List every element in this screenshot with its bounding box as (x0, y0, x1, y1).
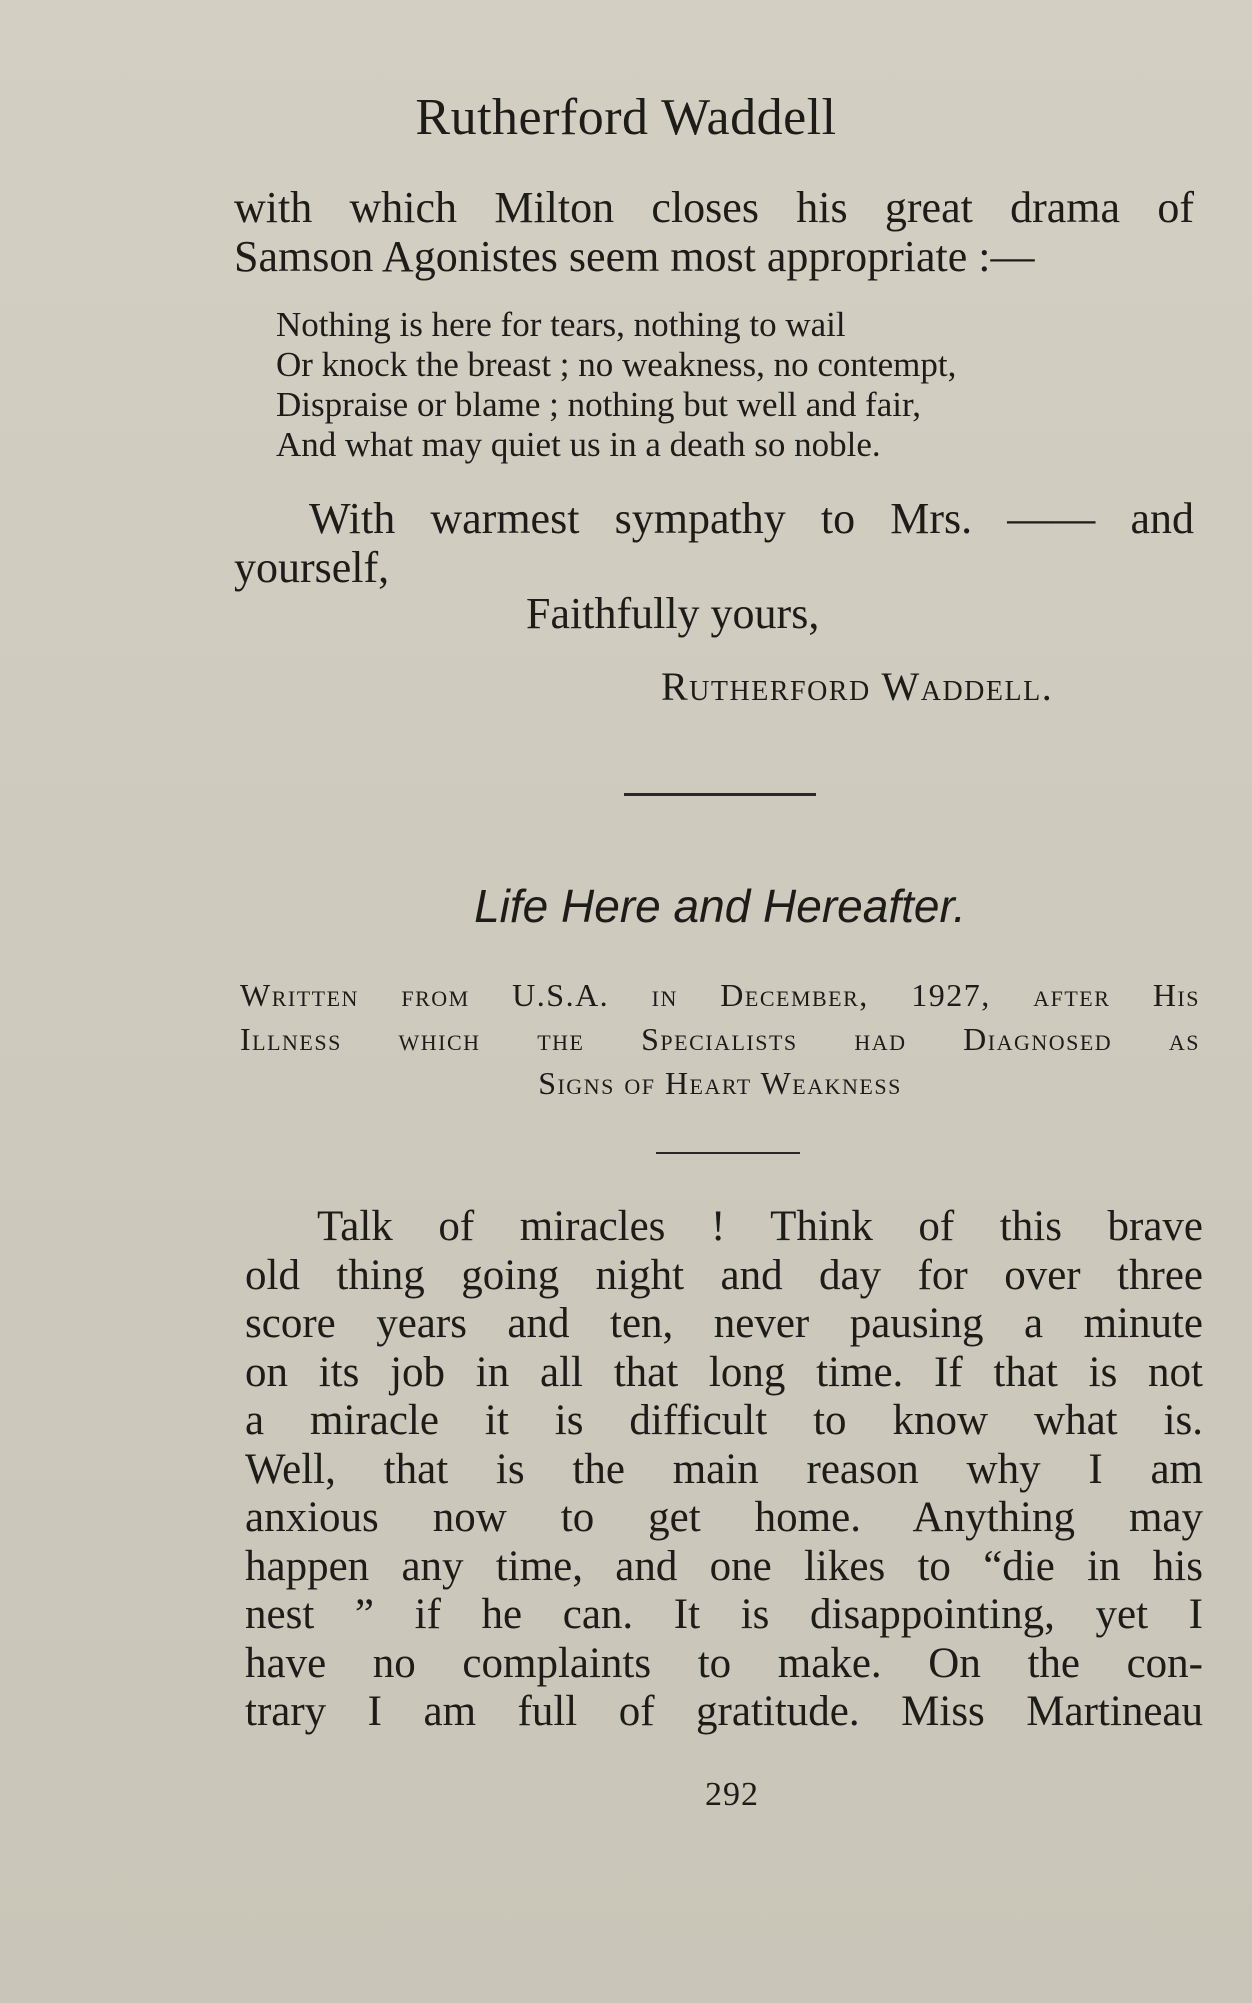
text-line: with which Milton closes his great drama of (234, 183, 1194, 232)
section-divider (624, 793, 816, 796)
text-line: With warmest sympathy to Mrs. —— and (309, 494, 1194, 543)
subtitle-line: Written from U.S.A. in December, 1927, after His (240, 977, 1200, 1013)
paragraph-sympathy (234, 494, 1194, 592)
text-line: a miracle it is difficult to know what is. (245, 1397, 1203, 1444)
text-line: trary I am full of gratitude. Miss Martineau (245, 1688, 1203, 1735)
text-line: Well, that is the main reason why I am (245, 1445, 1203, 1493)
text-line: Samson Agonistes seem most appropriate :— (234, 232, 1035, 281)
section-subtitle (240, 973, 1200, 1105)
text-line: score years and ten, never pausing a minute (245, 1300, 1203, 1347)
subtitle-line: Signs of Heart Weakness (538, 1065, 902, 1101)
paragraph-milton (234, 183, 1194, 281)
verse-line: Or knock the breast ; no weakness, no contempt, (276, 345, 957, 384)
text-line: Talk of miracles ! Think of this brave (317, 1203, 1203, 1250)
text-line: nest ” if he can. It is disappointing, yet I (245, 1591, 1203, 1638)
verse-line: Nothing is here for tears, nothing to wail (276, 305, 846, 344)
text-line: have no complaints to make. On the con- (245, 1639, 1203, 1687)
letter-closing: Faithfully yours, (526, 589, 820, 638)
section-title: Life Here and Hereafter. (474, 880, 966, 932)
text-line: happen any time, and one likes to “die in his (245, 1542, 1203, 1590)
text-line: anxious now to get home. Anything may (245, 1494, 1203, 1541)
subtitle-line: Illness which the Specialists had Diagnosed as (240, 1021, 1200, 1057)
running-head (90, 88, 1252, 147)
page-number: 292 (705, 1776, 759, 1813)
verse-quotation (276, 305, 956, 465)
text-line: yourself, (234, 543, 390, 592)
verse-line: Dispraise or blame ; nothing but well and fair, (276, 385, 921, 424)
paragraph-miracles (245, 1203, 1203, 1737)
text-line: old thing going night and day for over three (245, 1251, 1203, 1299)
running-head-text: Rutherford Waddell (415, 89, 837, 146)
verse-line: And what may quiet us in a death so noble. (276, 425, 881, 464)
letter-signature: Rutherford Waddell. (661, 664, 1054, 709)
subtitle-divider (656, 1152, 800, 1154)
text-line: on its job in all that long time. If that is not (245, 1348, 1203, 1396)
